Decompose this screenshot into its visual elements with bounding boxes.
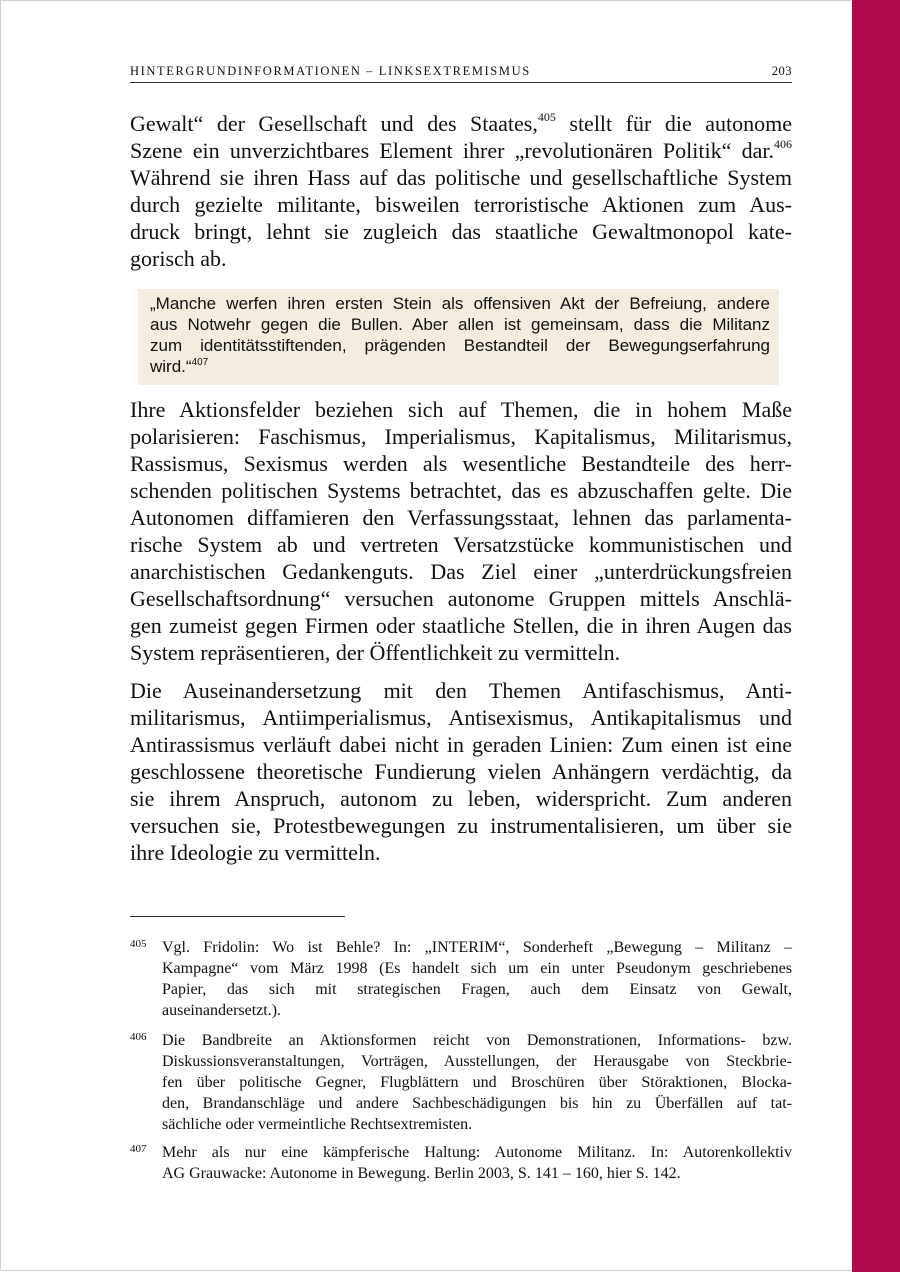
text-line: ihre Ideologie zu vermitteln. [130,840,381,865]
footnote-line: AG Grauwacke: Autonome in Bewegung. Berlin 2003, S. 141 – 160, hier S. 142. [162,1165,681,1182]
text-line: durch gezielte militante, bisweilen terroristische Aktionen zum Aus- [130,192,792,217]
footnote-line: Kampagne“ vom März 1998 (Es handelt sich um ein unter Pseudonym geschriebenes [162,960,792,977]
footnote-ref-406[interactable]: 406 [774,137,792,151]
text-line: System repräsentieren, der Öffentlichkeit zu vermitteln. [130,640,621,665]
text-line: militarismus, Antiimperialismus, Antisexismus, Antikapitalismus und [130,705,792,730]
quote-line: zum identitätsstiftenden, prägenden Bestandteil der Bewegungserfahrung [150,336,770,355]
text-line: gorisch ab. [130,246,227,271]
quote-line: aus Notwehr gegen die Bullen. Aber allen ist gemeinsam, dass die Militanz [150,315,770,334]
footnote-text [162,1142,792,1184]
text-line: Rassismus, Sexismus werden als wesentliche Bestandteile des herr- [130,451,792,476]
side-accent-band [852,0,900,1272]
footnote-line: sächliche oder vermeintliche Rechtsextremisten. [162,1116,473,1133]
text-line [130,110,792,137]
footnote-line: fen über politische Gegner, Flugblättern und Broschüren über Störaktionen, Blocka- [162,1074,792,1091]
block-quote-text [150,293,770,377]
text-line: anarchistischen Gedankenguts. Das Ziel einer „unterdrückungsfreien [130,559,792,584]
page-number: 203 [771,64,792,78]
text-line: sie ihrem Anspruch, autonom zu leben, widerspricht. Zum anderen [130,786,792,811]
text-line: Antirassismus verläuft dabei nicht in geraden Linien: Zum einen ist eine [130,732,792,757]
footnote-line: Mehr als nur eine kämpferische Haltung: Autonome Militanz. In: Autorenkollektiv [162,1144,792,1161]
text-line: Ihre Aktionsfelder beziehen sich auf Themen, die in hohem Maße [130,397,792,422]
paragraph-3 [130,677,792,866]
text-line: Autonomen diffamieren den Verfassungsstaat, lehnen das parlamenta- [130,505,792,530]
text-line: schenden politischen Systems betrachtet, das es abzuschaffen gelte. Die [130,478,792,503]
block-quote [138,289,779,385]
text-line: gen zumeist gegen Firmen oder staatliche Stellen, die in ihren Augen das [130,613,792,638]
footnote-line: Papier, das sich mit strategischen Fragen, auch dem Einsatz von Gewalt, [162,981,792,998]
text-run: wird.“ [150,357,192,376]
text-run: Szene ein unverzichtbares Element ihrer „revolutionären Politik“ dar. [130,138,774,163]
footnote-text [162,1030,792,1135]
footnote-text [162,937,792,1021]
running-header-title: HINTERGRUNDINFORMATIONEN – LINKSEXTREMISMUS [130,64,531,78]
text-line: Während sie ihren Hass auf das politische und gesellschaftliche System [130,165,792,190]
quote-line [150,356,770,377]
footnote-ref-405[interactable]: 405 [537,110,556,124]
text-line [130,137,792,164]
footnote-line: auseinandersetzt.). [162,1002,282,1019]
text-line: druck bringt, lehnt sie zugleich das staatliche Gewaltmonopol kate- [130,219,792,244]
text-run: stellt für die autonome [555,111,792,136]
paragraph-1 [130,110,792,272]
footnote-line: Vgl. Fridolin: Wo ist Behle? In: „INTERIM“, Sonderheft „Bewegung – Militanz – [162,939,792,956]
paragraph-2 [130,396,792,666]
footnote-number: 405 [130,938,147,950]
text-line: rische System ab und vertreten Versatzstücke kommunistischen und [130,532,792,557]
footnote-number: 407 [130,1143,147,1155]
text-line: polarisieren: Faschismus, Imperialismus, Kapitalismus, Militarismus, [130,424,792,449]
text-line: Die Auseinandersetzung mit den Themen Antifaschismus, Anti- [130,678,792,703]
quote-line: „Manche werfen ihren ersten Stein als offensiven Akt der Befreiung, andere [150,294,770,313]
footnote-line: Diskussionsveranstaltungen, Vorträgen, Ausstellungen, der Herausgabe von Steckbrie- [162,1053,792,1070]
footnote-number: 406 [130,1031,147,1043]
footnote-ref-407[interactable]: 407 [191,357,209,368]
text-run: Gewalt“ der Gesellschaft und des Staates, [130,111,538,136]
footnote-line: den, Brandanschläge und andere Sachbeschädigungen bis hin zu Überfällen auf tat- [162,1095,792,1112]
running-header [130,62,792,83]
text-line: geschlossene theoretische Fundierung vielen Anhängern verdächtig, da [130,759,792,784]
text-line: versuchen sie, Protestbewegungen zu instrumentalisieren, um über sie [130,813,792,838]
text-line: Gesellschaftsordnung“ versuchen autonome Gruppen mittels Anschlä- [130,586,792,611]
footnote-line: Die Bandbreite an Aktionsformen reicht von Demonstrationen, Informations- bzw. [162,1032,792,1049]
footnote-separator [130,916,345,917]
